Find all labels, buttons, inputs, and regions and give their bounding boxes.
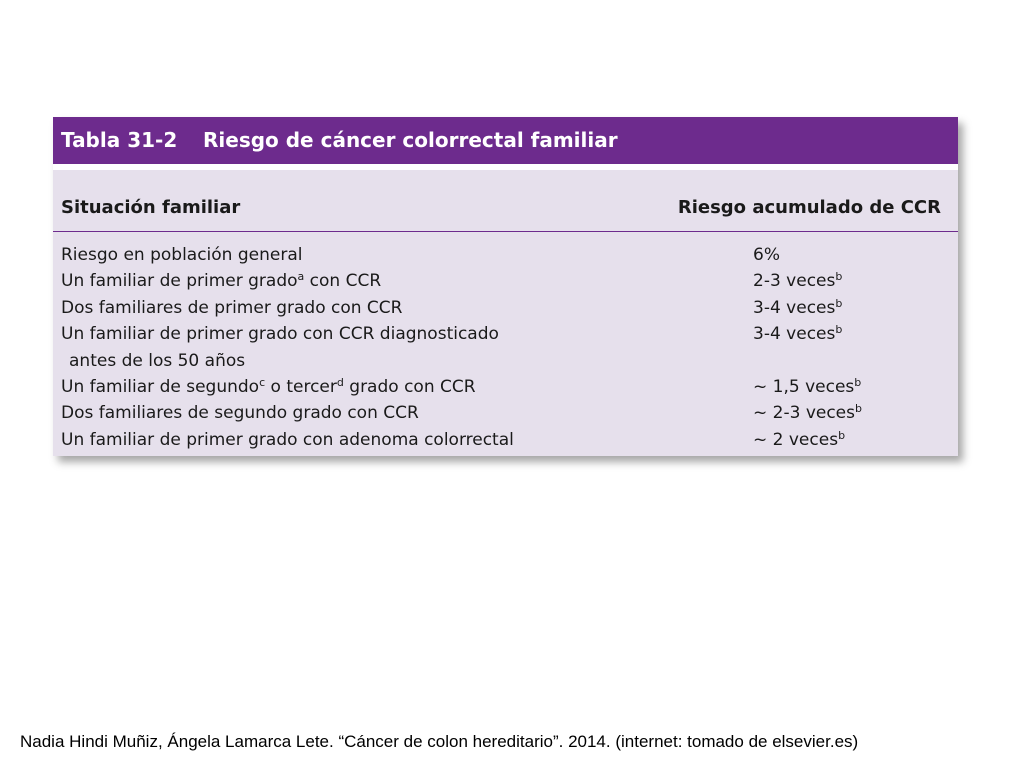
row-text: Un familiar de primer grado con adenoma colorrectal	[61, 429, 514, 450]
row-risk	[753, 268, 842, 294]
footnote-mark: c	[259, 375, 266, 389]
risk-value: 3-4 veces	[753, 324, 836, 345]
table-body	[61, 242, 941, 453]
column-header-situation: Situación familiar	[61, 197, 241, 218]
row-risk	[753, 427, 845, 453]
table-row	[61, 295, 941, 321]
table-row-continuation	[61, 348, 941, 374]
title-separator	[53, 164, 958, 170]
row-text: Un familiar de primer grado con CCR diagnosticado	[61, 324, 499, 345]
row-description	[61, 295, 402, 321]
risk-value: ~ 2 veces	[753, 429, 839, 450]
table-row	[61, 268, 941, 294]
table-row	[61, 242, 941, 268]
source-citation: Nadia Hindi Muñiz, Ángela Lamarca Lete. “Cáncer de colon hereditario”. 2014. (internet: tomado de elsevier.es)	[20, 732, 859, 751]
table-row	[61, 374, 941, 400]
header-rule	[53, 231, 958, 232]
row-risk	[753, 242, 780, 268]
risk-value: 3-4 veces	[753, 297, 836, 318]
row-description	[61, 268, 381, 294]
table-row	[61, 321, 941, 347]
table-row	[61, 400, 941, 426]
risk-value: 6%	[753, 245, 780, 265]
footnote-mark: b	[835, 270, 843, 284]
row-description	[61, 374, 476, 400]
row-text: Un familiar de segundo	[61, 376, 260, 397]
row-description	[61, 321, 499, 347]
row-description	[61, 427, 514, 453]
row-description	[69, 348, 245, 374]
row-risk	[753, 400, 862, 426]
row-text: grado con CCR	[343, 376, 476, 397]
risk-value: ~ 1,5 veces	[753, 376, 855, 397]
risk-value: 2-3 veces	[753, 271, 836, 292]
footnote-mark: b	[835, 296, 843, 310]
row-text: antes de los 50 años	[69, 350, 246, 371]
row-text: Riesgo en población general	[61, 245, 303, 265]
risk-table	[53, 117, 958, 456]
footnote-mark: b	[855, 402, 862, 416]
table-title-bar	[53, 117, 958, 164]
footnote-mark: b	[838, 428, 846, 442]
footnote-mark: b	[835, 323, 843, 337]
row-text: Dos familiares de segundo grado con CCR	[61, 403, 419, 424]
row-text: Un familiar de primer grado	[61, 271, 298, 292]
footnote-mark: d	[336, 375, 344, 389]
row-risk	[753, 321, 842, 347]
row-text: o tercer	[265, 376, 337, 397]
table-number: Tabla 31-2	[61, 128, 178, 152]
column-header-risk: Riesgo acumulado de CCR	[677, 197, 941, 218]
footnote-mark: b	[854, 375, 862, 389]
risk-value: ~ 2-3 veces	[753, 403, 855, 424]
row-description	[61, 400, 419, 426]
footnote-mark: a	[297, 270, 305, 284]
table-row	[61, 427, 941, 453]
row-risk	[753, 295, 842, 321]
table-title: Riesgo de cáncer colorrectal familiar	[203, 128, 618, 152]
row-description	[61, 242, 302, 268]
row-risk	[753, 374, 861, 400]
row-text: Dos familiares de primer grado con CCR	[61, 297, 403, 318]
row-text: con CCR	[304, 271, 382, 292]
